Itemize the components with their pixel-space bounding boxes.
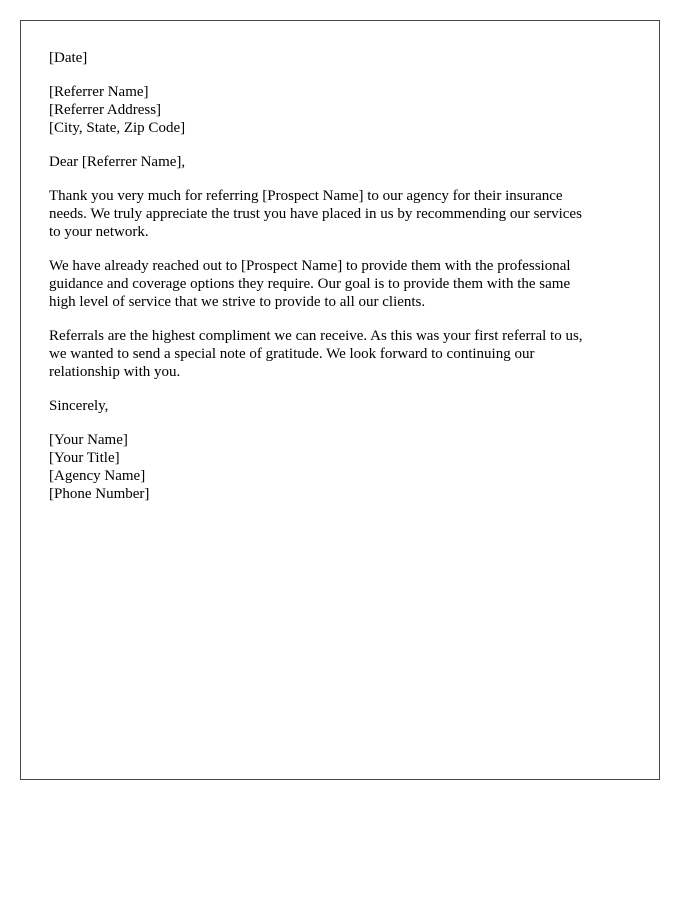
signature-phone: [Phone Number]: [49, 486, 150, 502]
salutation-block: [49, 153, 629, 171]
signature-block: [49, 431, 629, 503]
referrer-address: [Referrer Address]: [49, 102, 162, 118]
closing-block: [49, 397, 629, 415]
salutation: Dear [Referrer Name],: [49, 154, 186, 170]
paragraph-line: high level of service that we strive to provide to all our clients.: [49, 294, 426, 310]
paragraph-line: Thank you very much for referring [Prospect Name] to our agency for their insurance: [49, 188, 563, 204]
signature-title: [Your Title]: [49, 450, 120, 466]
letter-date: [Date]: [49, 50, 88, 66]
referrer-city-state-zip: [City, State, Zip Code]: [49, 120, 186, 136]
paragraph-line: relationship with you.: [49, 364, 181, 380]
paragraph-line: guidance and coverage options they require. Our goal is to provide them with the same: [49, 276, 571, 292]
letter-page: [20, 20, 660, 780]
signature-agency: [Agency Name]: [49, 468, 146, 484]
referrer-address-block: [49, 83, 629, 137]
closing: Sincerely,: [49, 398, 109, 414]
paragraph-gratitude: [49, 327, 629, 381]
paragraph-line: we wanted to send a special note of gratitude. We look forward to continuing our: [49, 346, 535, 362]
referrer-name: [Referrer Name]: [49, 84, 149, 100]
paragraph-line: We have already reached out to [Prospect Name] to provide them with the professional: [49, 258, 571, 274]
paragraph-line: to your network.: [49, 224, 149, 240]
paragraph-thank-you: [49, 187, 629, 241]
date-block: [49, 49, 629, 67]
letter-content: [49, 49, 629, 519]
paragraph-line: needs. We truly appreciate the trust you have placed in us by recommending our services: [49, 206, 582, 222]
paragraph-outreach: [49, 257, 629, 311]
paragraph-line: Referrals are the highest compliment we can receive. As this was your first referral to us,: [49, 328, 583, 344]
signature-name: [Your Name]: [49, 432, 128, 448]
